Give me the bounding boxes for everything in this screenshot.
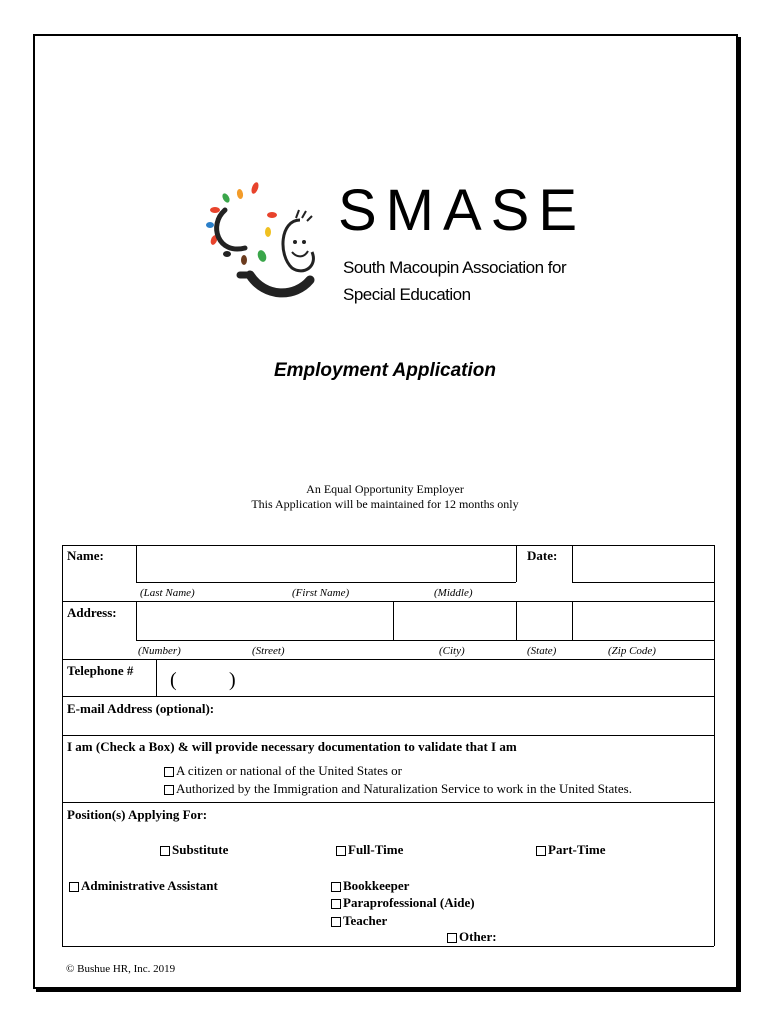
retention-note: This Application will be maintained for 12 months only [251,497,519,511]
email-input[interactable] [63,716,713,735]
citizen-row-bottom [62,802,714,803]
copyright-footer: © Bushue HR, Inc. 2019 [66,963,176,975]
area-code-close-paren: ) [229,669,236,691]
city-hint: (City) [439,645,465,657]
other-checkbox[interactable] [447,933,457,943]
teacher-label: Teacher [343,913,388,928]
name-field-underline [136,582,516,583]
smase-logo [200,178,587,310]
equal-opportunity-note: An Equal Opportunity Employer [306,482,464,496]
address-state-input[interactable] [517,602,571,640]
citizen-checkbox[interactable] [164,767,174,777]
citizen-label: I am (Check a Box) & will provide necessary documentation to validate that I am [67,739,517,754]
other-label: Other: [459,929,497,944]
full-time-label: Full-Time [348,842,404,857]
address-zip-input[interactable] [573,602,713,640]
date-label: Date: [527,548,558,563]
administrative-assistant-label: Administrative Assistant [81,878,218,893]
teacher-checkbox[interactable] [331,917,341,927]
date-input[interactable] [573,546,713,582]
first-name-hint: (First Name) [292,587,350,599]
name-label: Name: [67,548,104,563]
telephone-input[interactable] [157,660,713,696]
state-hint: (State) [527,645,557,657]
zip-code-hint: (Zip Code) [608,645,656,657]
address-street-input[interactable] [137,602,392,640]
middle-name-hint: (Middle) [434,587,473,599]
logo-subtitle-line2: Special Education [343,285,471,304]
telephone-row-bottom [62,696,714,697]
logo-subtitle-line1: South Macoupin Association for [343,258,567,277]
administrative-assistant-checkbox[interactable] [69,882,79,892]
area-code-open-paren: ( [170,669,177,691]
address-city-input[interactable] [394,602,515,640]
authorized-option-text: Authorized by the Immigration and Naturalization Service to work in the United States. [176,781,632,796]
email-label: E-mail Address (optional): [67,701,215,716]
logo-mark-icon [200,180,330,310]
street-hint: (Street) [252,645,285,657]
form-bottom-border [62,946,714,947]
last-name-hint: (Last Name) [140,587,195,599]
positions-label: Position(s) Applying For: [67,807,208,822]
paraprofessional-label: Paraprofessional (Aide) [343,895,475,910]
address-field-underline [136,640,714,641]
telephone-label: Telephone # [67,663,134,678]
form-right-border [714,545,715,946]
part-time-checkbox[interactable] [536,846,546,856]
name-input[interactable] [137,546,515,582]
full-time-checkbox[interactable] [336,846,346,856]
name-field-right [516,545,517,582]
bookkeeper-label: Bookkeeper [343,878,410,893]
paraprofessional-checkbox[interactable] [331,899,341,909]
number-hint: (Number) [138,645,181,657]
form-left-border [62,545,63,946]
citizen-option-text: A citizen or national of the United States or [176,763,402,778]
date-field-underline [572,582,714,583]
email-row-bottom [62,735,714,736]
authorized-checkbox[interactable] [164,785,174,795]
address-label: Address: [67,605,117,620]
bookkeeper-checkbox[interactable] [331,882,341,892]
page-title: Employment Application [273,360,497,381]
logo-wordmark: SMASE [338,178,587,243]
part-time-label: Part-Time [548,842,606,857]
substitute-label: Substitute [172,842,229,857]
substitute-checkbox[interactable] [160,846,170,856]
